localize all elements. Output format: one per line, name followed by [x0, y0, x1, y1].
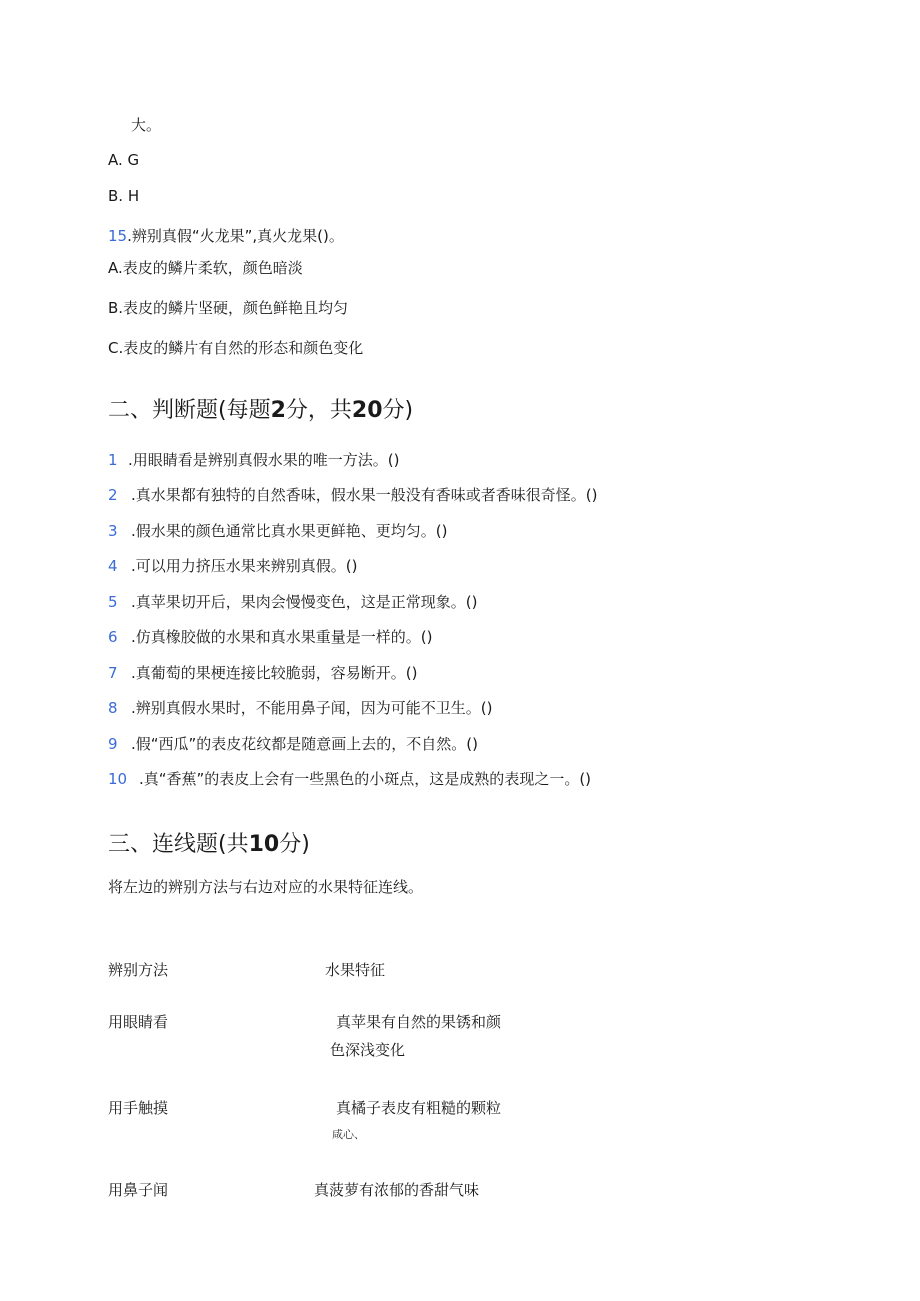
question-number: 15 [108, 227, 128, 245]
judge-item-6 [108, 627, 432, 647]
question-text: .辨别真假“火龙果”,真火龙果()。 [127, 227, 344, 245]
matching-instruction: 将左边的辨别方法与右边对应的水果特征连线。 [108, 878, 424, 896]
method-eyes: 用眼睛看 [108, 1013, 169, 1031]
item-number: 9 [108, 735, 118, 753]
item-text: .假“西瓜”的表皮花纹都是随意画上去的，不自然。() [131, 735, 479, 753]
section-2-title [108, 397, 413, 425]
judge-item-7 [108, 663, 417, 683]
section-3-title-post: 分) [279, 832, 310, 857]
item-number: 10 [108, 770, 128, 788]
feature-apple-line2: 色深浅变化 [330, 1041, 406, 1059]
judge-item-10 [108, 769, 591, 789]
item-text: .仿真橡胶做的水果和真水果重量是一样的。() [131, 628, 433, 646]
item-text: .真“香蕉”的表皮上会有一些黑色的小斑点，这是成熟的表现之一。() [139, 770, 592, 788]
item-text: .可以用力挤压水果来辨别真假。() [131, 557, 358, 575]
feature-apple-line1: 真苹果有自然的果锈和颜 [336, 1013, 502, 1031]
left-column-header: 辨别方法 [108, 961, 169, 979]
option-b: B. H [108, 187, 140, 205]
judge-item-2 [108, 485, 597, 505]
judge-item-3 [108, 521, 447, 541]
judge-item-8 [108, 698, 492, 718]
item-number: 5 [108, 593, 118, 611]
item-number: 4 [108, 557, 118, 575]
item-text: .假水果的颜色通常比真水果更鲜艳、更均匀。() [131, 522, 448, 540]
judge-item-4 [108, 556, 357, 576]
q15-option-b: B.表皮的鳞片坚硬，颜色鲜艳且均匀 [108, 299, 349, 317]
section-2-title-n2: 20 [351, 398, 383, 423]
feature-pineapple: 真菠萝有浓郁的香甜气味 [314, 1181, 480, 1199]
question-15 [108, 226, 344, 246]
item-number: 6 [108, 628, 118, 646]
item-number: 3 [108, 522, 118, 540]
item-text: .辨别真假水果时，不能用鼻子闻，因为可能不卫生。() [131, 699, 493, 717]
method-touch: 用手触摸 [108, 1099, 169, 1117]
q15-option-c: C.表皮的鳞片有自然的形态和颜色变化 [108, 339, 364, 357]
item-number: 2 [108, 486, 118, 504]
judge-item-1 [108, 450, 399, 470]
right-column-header: 水果特征 [325, 961, 386, 979]
section-2-title-pre: 二、判断题(每题 [108, 398, 271, 423]
section-3-title-n: 10 [248, 832, 280, 857]
q15-option-a: A.表皮的鳞片柔软，颜色暗淡 [108, 259, 303, 277]
item-number: 7 [108, 664, 118, 682]
option-a: A. G [108, 151, 140, 169]
item-text: .真苹果切开后，果肉会慢慢变色，这是正常现象。() [131, 593, 478, 611]
section-3-title-pre: 三、连线题(共 [108, 832, 249, 857]
section-3-title [108, 831, 310, 859]
judge-item-9 [108, 734, 478, 754]
method-smell: 用鼻子闻 [108, 1181, 169, 1199]
item-text: .真水果都有独特的自然香味，假水果一般没有香味或者香味很奇怪。() [131, 486, 598, 504]
item-number: 8 [108, 699, 118, 717]
section-2-title-n1: 2 [270, 398, 286, 423]
question-continuation: 大。 [131, 116, 162, 134]
item-number: 1 [108, 451, 118, 469]
item-text: .用眼睛看是辨别真假水果的唯一方法。() [128, 451, 400, 469]
section-2-title-mid: 分，共 [285, 398, 352, 423]
feature-orange: 真橘子表皮有粗糙的颗粒 [336, 1099, 502, 1117]
feature-orange-fragment: 咸心、 [332, 1128, 365, 1141]
item-text: .真葡萄的果梗连接比较脆弱，容易断开。() [131, 664, 418, 682]
judge-item-5 [108, 592, 477, 612]
section-2-title-post: 分) [382, 398, 414, 423]
